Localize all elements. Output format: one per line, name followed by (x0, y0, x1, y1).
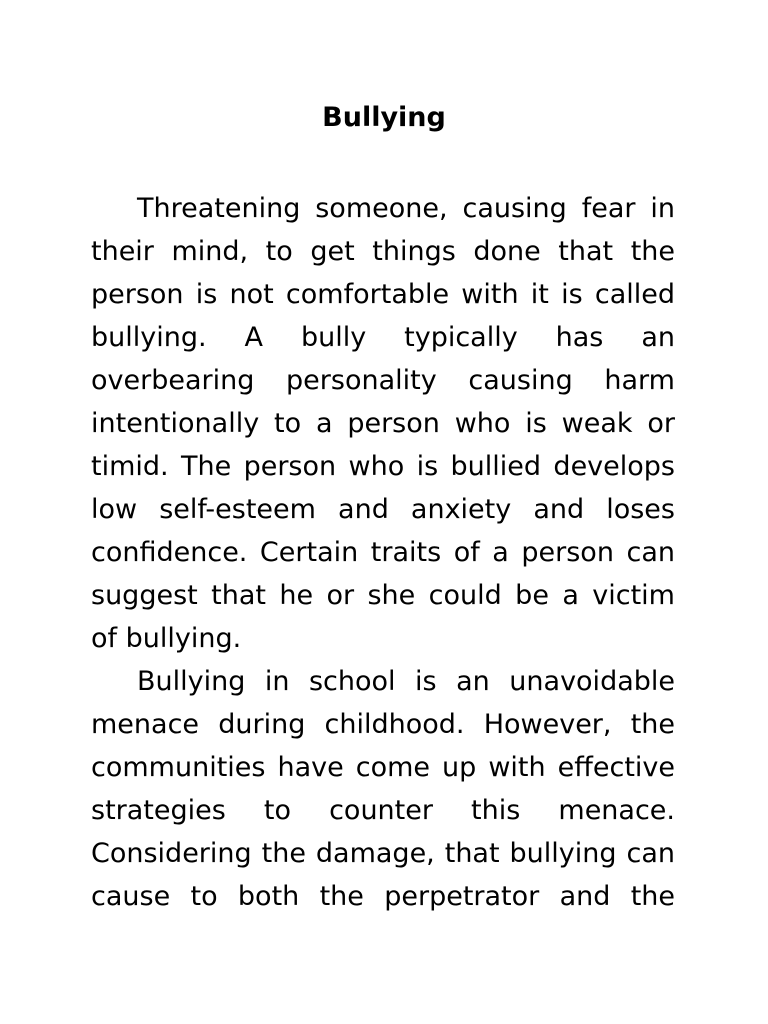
text-line: of bullying. (91, 623, 242, 654)
text-line: strategies to counter this menace. (91, 795, 675, 826)
text-line: menace during childhood. However, the (91, 709, 675, 740)
text-line: confidence. Certain traits of a person can (91, 537, 675, 568)
text-line: suggest that he or she could be a victim (91, 580, 675, 611)
text-line: overbearing personality causing harm (91, 365, 675, 396)
text-line: their mind, to get things done that the (91, 236, 675, 267)
text-line: cause to both the perpetrator and the (91, 881, 675, 912)
text-line: person is not comfortable with it is called (91, 279, 675, 310)
text-line: intentionally to a person who is weak or (91, 408, 675, 439)
text-line: communities have come up with effective (91, 752, 675, 783)
document-title: Bullying (322, 102, 446, 133)
text-line: timid. The person who is bullied develops (91, 451, 675, 482)
text-line: low self-esteem and anxiety and loses (91, 494, 675, 525)
text-line: bullying. A bully typically has an (91, 322, 675, 353)
text-line: Considering the damage, that bullying can (91, 838, 675, 869)
text-line: Bullying in school is an unavoidable (137, 666, 675, 697)
text-line: Threatening someone, causing fear in (137, 193, 675, 224)
